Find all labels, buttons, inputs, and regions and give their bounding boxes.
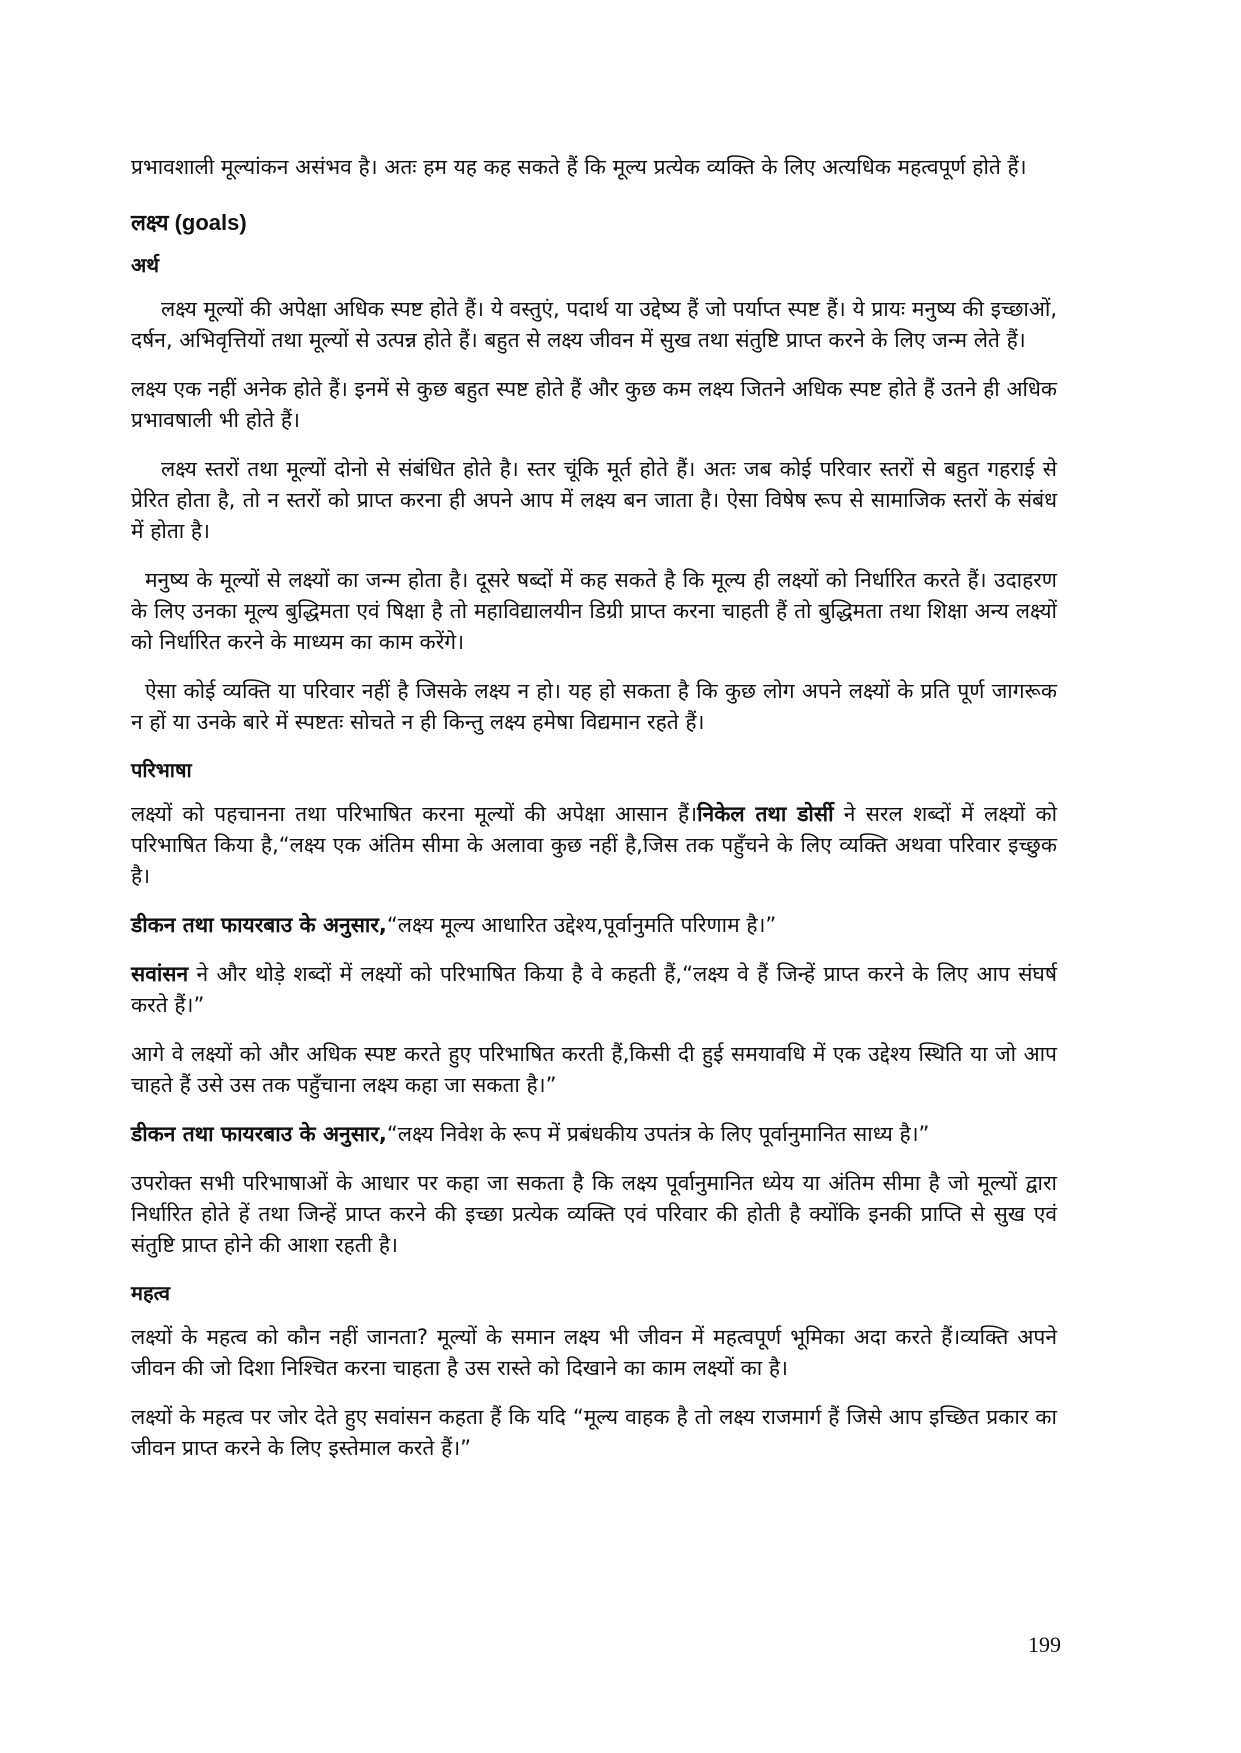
author-name: डीकन तथा फायरबाउ के अनुसार, (131, 1122, 387, 1146)
importance-paragraph-1: लक्ष्यों के महत्व को कौन नहीं जानता? मूल्यों के समान लक्ष्य भी जीवन में महत्वपूर्ण भूमिका अदा करते हैं।व्यक्ति अपने जीवन की जो दिशा निश्चित करना चाहता है उस रास्ते को दिखाने का काम लक्ष्यों का है। (131, 1325, 1057, 1380)
goals-heading: लक्ष्य (goals) (131, 210, 247, 235)
importance-heading: महत्व (131, 1281, 170, 1305)
meaning-paragraph-5: ऐसा कोई व्यक्ति या परिवार नहीं है जिसके लक्ष्य न हो। यह हो सकता है कि कुछ लोग अपने लक्ष्यों के प्रति पूर्ण जागरूक न हों या उनके बारे में स्पष्टतः सोचते न ही किन्तु लक्ष्य हमेषा विद्यमान रहते हैं। (131, 679, 1057, 734)
definition-paragraph-6: उपरोक्त सभी परिभाषाओं के आधार पर कहा जा सकता है कि लक्ष्य पूर्वानुमानित ध्येय या अंतिम सीमा है जो मूल्यों द्वारा निर्धारित होते हें तथा जिन्हें प्राप्त करने की इच्छा प्रत्येक व्यक्ति एवं परिवार की होती है क्योंकि इनकी प्राप्ति से सुख एवं संतुष्टि प्राप्त होने की आशा रहती है। (131, 1171, 1057, 1257)
definition-text: लक्ष्यों को पहचानना तथा परिभाषित करना मूल्यों की अपेक्षा आसान हैं। (131, 802, 698, 826)
meaning-heading: अर्थ (131, 253, 160, 277)
definition-text: ने सरल शब्दों में लक्ष्यों को परिभाषित किया है,“लक्ष्य एक अंतिम सीमा के अलावा कुछ नहीं है,जिस तक पहुँचने के लिए व्यक्ति अथवा परिवार इच्छुक है। (131, 802, 1058, 888)
meaning-paragraph-4: मनुष्य के मूल्यों से लक्ष्यों का जन्म होता है। दूसरे षब्दों में कह सकते है कि मूल्य ही लक्ष्यों को निर्धारित करते हैं। उदाहरण के लिए उनका मूल्य बुद्धिमता एवं षिक्षा है तो महाविद्यालयीन डिग्री प्राप्त करना चाहती हैं तो बुद्धिमता तथा शिक्षा अन्य लक्ष्यों को निर्धारित करने के माध्यम का काम करेंगे। (131, 568, 1057, 654)
definition-text: “लक्ष्य निवेश के रूप में प्रबंधकीय उपतंत्र के लिए पूर्वानुमानित साध्य है।” (386, 1122, 930, 1146)
importance-paragraph-2: लक्ष्यों के महत्व पर जोर देते हुए सवांसन कहता हैं कि यदि “मूल्य वाहक है तो लक्ष्य राजमार्ग हैं जिसे आप इच्छित प्रकार का जीवन प्राप्त करने के लिए इस्तेमाल करते हैं।” (131, 1405, 1057, 1460)
definition-paragraph-1 (131, 799, 1057, 892)
author-name: निकेल तथा डोर्सी (697, 802, 834, 826)
definition-paragraph-5 (131, 1119, 1057, 1150)
definition-paragraph-2 (131, 910, 1057, 941)
author-name: डीकन तथा फायरबाउ के अनुसार, (131, 913, 387, 937)
page-content (131, 145, 1057, 1464)
meaning-paragraph-2: लक्ष्य एक नहीं अनेक होते हैं। इनमें से कुछ बहुत स्पष्ट होते हैं और कुछ कम लक्ष्य जितने अधिक स्पष्ट होते हैं उतने ही अधिक प्रभावषाली भी होते हैं। (131, 377, 1057, 432)
definition-paragraph-3 (131, 959, 1057, 1021)
meaning-paragraph-1: लक्ष्य मूल्यों की अपेक्षा अधिक स्पष्ट होते हैं। ये वस्तुएं, पदार्थ या उद्देष्य हैं जो पर्याप्त स्पष्ट हैं। ये प्रायः मनुष्य की इच्छाओं, दर्षन, अभिवृत्तियों तथा मूल्यों से उत्पन्न होते हैं। बहुत से लक्ष्य जीवन में सुख तथा संतुष्टि प्राप्त करने के लिए जन्म लेते हैं। (131, 297, 1057, 352)
definition-heading: परिभाषा (131, 758, 192, 782)
definition-paragraph-4: आगे वे लक्ष्यों को और अधिक स्पष्ट करते हुए परिभाषित करती हैं,किसी दी हुई समयावधि में एक उद्देश्य स्थिति या जो आप चाहते हैं उसे उस तक पहुँचाना लक्ष्य कहा जा सकता है।” (131, 1042, 1057, 1097)
page-number: 199 (1028, 1632, 1061, 1657)
author-name: सवांसन (131, 962, 189, 986)
meaning-paragraph-3: लक्ष्य स्तरों तथा मूल्यों दोनो से संबंधित होते है। स्तर चूंकि मूर्त होते हैं। अतः जब कोई परिवार स्तरों से बहुत गहराई से प्रेरित होता है, तो न स्तरों को प्राप्त करना ही अपने आप में लक्ष्य बन जाता है। ऐसा विषेष रूप से सामाजिक स्तरों के संबंध में होता है। (131, 457, 1057, 543)
definition-text: ने और थोड़े शब्दों में लक्ष्यों को परिभाषित किया है वे कहती हैं,“लक्ष्य वे हैं जिन्हें प्राप्त करने के लिए आप संघर्ष करते हैं।” (131, 962, 1057, 1017)
intro-paragraph: प्रभावशाली मूल्यांकन असंभव है। अतः हम यह कह सकते हैं कि मूल्य प्रत्येक व्यक्ति के लिए अत्यधिक महत्वपूर्ण होते हैं। (131, 155, 1027, 179)
definition-text: “लक्ष्य मूल्य आधारित उद्देश्य,पूर्वानुमति परिणाम है।” (386, 913, 777, 937)
